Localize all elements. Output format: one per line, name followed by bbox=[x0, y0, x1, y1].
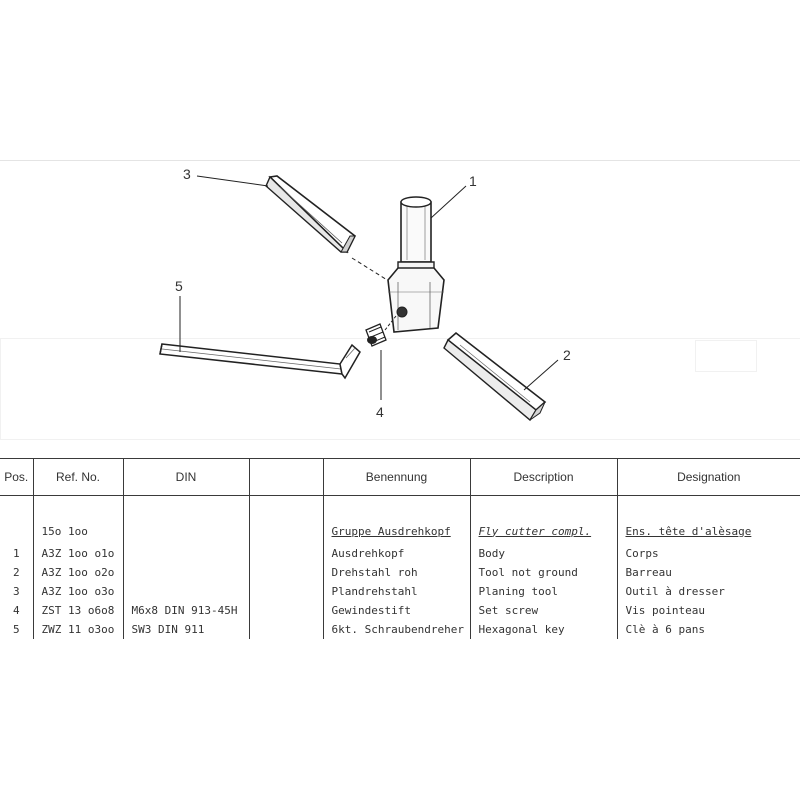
header-pos: Pos. bbox=[0, 459, 33, 496]
leader-line-1 bbox=[431, 186, 466, 218]
parts-list-table bbox=[0, 458, 800, 639]
group-description: Fly cutter compl. bbox=[470, 518, 617, 544]
leader-line-2 bbox=[524, 360, 558, 390]
table-header-row bbox=[0, 459, 800, 496]
table-row: 4 ZST 13 o6o8 M6x8 DIN 913-45H Gewindestift Set screw Vis pointeau bbox=[0, 601, 800, 620]
header-benennung: Benennung bbox=[323, 459, 470, 496]
header-blank bbox=[249, 459, 323, 496]
tool-not-ground-part bbox=[444, 333, 545, 420]
callout-1: 1 bbox=[469, 173, 477, 189]
planing-tool-part bbox=[266, 176, 355, 252]
fly-cutter-body-part bbox=[388, 197, 444, 332]
spacer-row bbox=[0, 496, 800, 519]
header-din: DIN bbox=[123, 459, 249, 496]
leader-line-3 bbox=[197, 176, 268, 186]
group-row bbox=[0, 518, 800, 544]
group-designation: Ens. tête d'alèsage bbox=[617, 518, 800, 544]
callout-3: 3 bbox=[183, 166, 191, 182]
callout-4: 4 bbox=[376, 404, 384, 420]
table-row: 2 A3Z 1oo o2o Drehstahl roh Tool not ground Barreau bbox=[0, 563, 800, 582]
table-row: 5 ZWZ 11 o3oo SW3 DIN 911 6kt. Schraubendreher Hexagonal key Clè à 6 pans bbox=[0, 620, 800, 639]
hexagonal-key-part bbox=[160, 344, 360, 378]
table-row: 1 A3Z 1oo o1o Ausdrehkopf Body Corps bbox=[0, 544, 800, 563]
group-benennung: Gruppe Ausdrehkopf bbox=[323, 518, 470, 544]
group-ref: 15o 1oo bbox=[33, 518, 123, 544]
table-row: 3 A3Z 1oo o3o Plandrehstahl Planing tool Outil à dresser bbox=[0, 582, 800, 601]
callout-2: 2 bbox=[563, 347, 571, 363]
header-designation: Designation bbox=[617, 459, 800, 496]
header-description: Description bbox=[470, 459, 617, 496]
assembly-dashed-line-3 bbox=[352, 258, 392, 283]
set-screw-part bbox=[366, 316, 396, 346]
callout-5: 5 bbox=[175, 278, 183, 294]
header-ref-no: Ref. No. bbox=[33, 459, 123, 496]
